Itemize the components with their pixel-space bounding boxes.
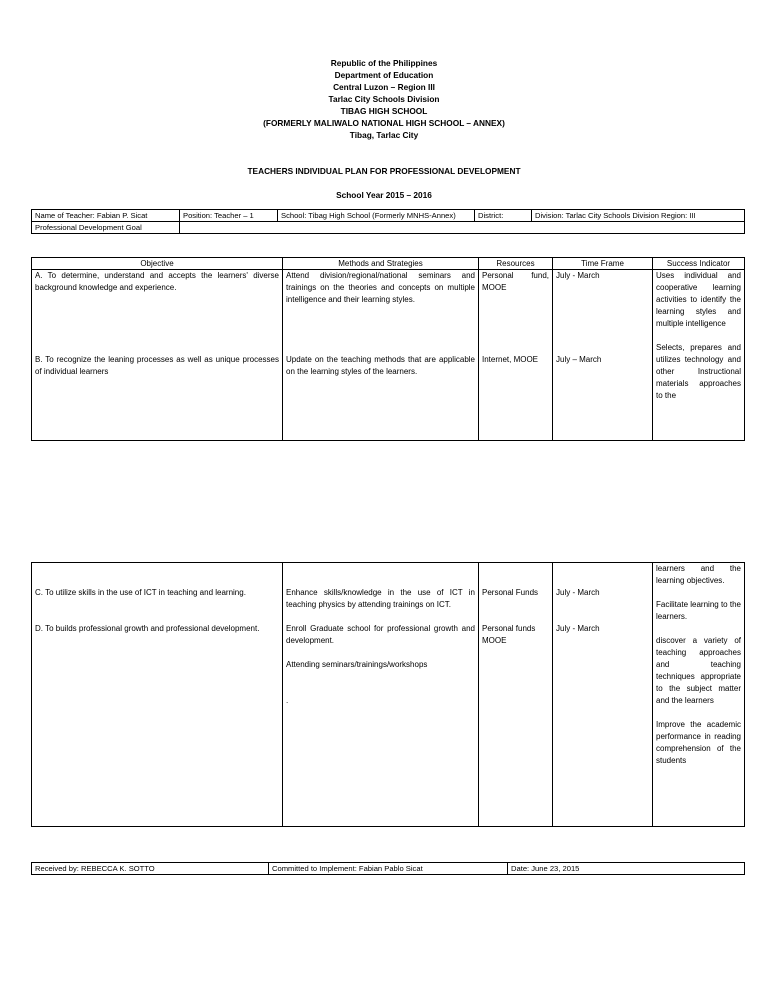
header-line-region: Central Luzon – Region III bbox=[333, 82, 435, 92]
col-header-success-indicator: Success Indicator bbox=[653, 258, 745, 270]
header-line-address: Tibag, Tarlac City bbox=[349, 130, 419, 140]
indicator-d-approaches: discover a variety of teaching approaches and teaching techniques appropriate to the subject matter and the learners bbox=[656, 636, 741, 705]
objective-b: B. To recognize the leaning processes as well as unique processes of individual learners bbox=[35, 355, 279, 376]
plan-header-row bbox=[32, 258, 745, 270]
header-line-formerly: (FORMERLY MALIWALO NATIONAL HIGH SCHOOL – ANNEX) bbox=[263, 118, 505, 128]
plan-table-page2 bbox=[31, 562, 745, 827]
methods-d-enroll: Enroll Graduate school for professional growth and development. bbox=[286, 624, 475, 645]
signature-row bbox=[32, 863, 745, 875]
resources-c: Personal Funds bbox=[482, 588, 539, 597]
indicator-a: Uses individual and cooperative learning activities to identify the learning styles and multiple intelligence bbox=[656, 271, 741, 328]
goal-row bbox=[32, 222, 745, 234]
methods-c: Enhance skills/knowledge in the use of ICT in teaching physics by attending trainings on ICT. bbox=[286, 588, 475, 609]
resources-d: Personal funds MOOE bbox=[482, 624, 536, 645]
time-frame-b: July – March bbox=[556, 355, 602, 364]
district-cell: District: bbox=[475, 210, 532, 222]
header-line-republic: Republic of the Philippines bbox=[330, 58, 438, 68]
col-header-resources: Resources bbox=[479, 258, 553, 270]
table-row bbox=[32, 563, 745, 827]
school-year: School Year 2015 – 2016 bbox=[336, 190, 432, 200]
methods-d-dot: . bbox=[286, 696, 289, 705]
table-row bbox=[32, 270, 745, 441]
indicator-b-continued: learners and the learning objectives. bbox=[656, 564, 741, 585]
objective-c: C. To utilize skills in the use of ICT in teaching and learning. bbox=[35, 588, 246, 597]
received-by-cell: Received by: REBECCA K. SOTTO bbox=[32, 863, 269, 875]
col-header-methods: Methods and Strategies bbox=[283, 258, 479, 270]
position-cell: Position: Teacher – 1 bbox=[180, 210, 278, 222]
time-frame-c: July - March bbox=[556, 588, 600, 597]
indicator-c: Facilitate learning to the learners. bbox=[656, 600, 741, 621]
methods-b: Update on the teaching methods that are applicable on the learning styles of the learners. bbox=[286, 355, 475, 376]
methods-a: Attend division/regional/national seminars and trainings on the theories and concepts on multiple intelligence and their learning styles. bbox=[286, 271, 475, 304]
plan-table-page1 bbox=[31, 257, 745, 441]
col-header-time-frame: Time Frame bbox=[553, 258, 653, 270]
teacher-name-cell: Name of Teacher: Fabian P. Sicat bbox=[32, 210, 180, 222]
document-header bbox=[0, 57, 768, 141]
school-cell: School: Tibag High School (Formerly MNHS-Annex) bbox=[278, 210, 475, 222]
teacher-info-row bbox=[32, 210, 745, 222]
time-frame-a: July - March bbox=[556, 271, 600, 280]
committed-cell: Committed to Implement: Fabian Pablo Sicat bbox=[269, 863, 508, 875]
header-line-deped: Department of Education bbox=[334, 70, 434, 80]
objective-a: A. To determine, understand and accepts the learners' diverse background knowledge and experience. bbox=[35, 271, 279, 292]
objective-d: D. To builds professional growth and professional development. bbox=[35, 624, 260, 633]
goal-value-cell bbox=[180, 222, 745, 234]
indicator-d-performance: Improve the academic performance in reading comprehension of the students bbox=[656, 720, 741, 765]
goal-label-cell: Professional Development Goal bbox=[32, 222, 180, 234]
signature-table bbox=[31, 862, 745, 875]
resources-a: Personal fund, MOOE bbox=[482, 271, 549, 292]
teacher-info-table bbox=[31, 209, 745, 234]
methods-d-seminars: Attending seminars/trainings/workshops bbox=[286, 660, 428, 669]
division-cell: Division: Tarlac City Schools Division Region: III bbox=[532, 210, 745, 222]
col-header-objective: Objective bbox=[32, 258, 283, 270]
date-cell: Date: June 23, 2015 bbox=[508, 863, 745, 875]
indicator-b: Selects, prepares and utilizes technology and other Instructional materials approaches to the bbox=[656, 343, 741, 400]
document-title: TEACHERS INDIVIDUAL PLAN FOR PROFESSIONAL DEVELOPMENT bbox=[247, 166, 521, 176]
header-line-school: TIBAG HIGH SCHOOL bbox=[340, 106, 428, 116]
header-line-division: Tarlac City Schools Division bbox=[328, 94, 440, 104]
time-frame-d: July - March bbox=[556, 624, 600, 633]
resources-b: Internet, MOOE bbox=[482, 355, 539, 364]
